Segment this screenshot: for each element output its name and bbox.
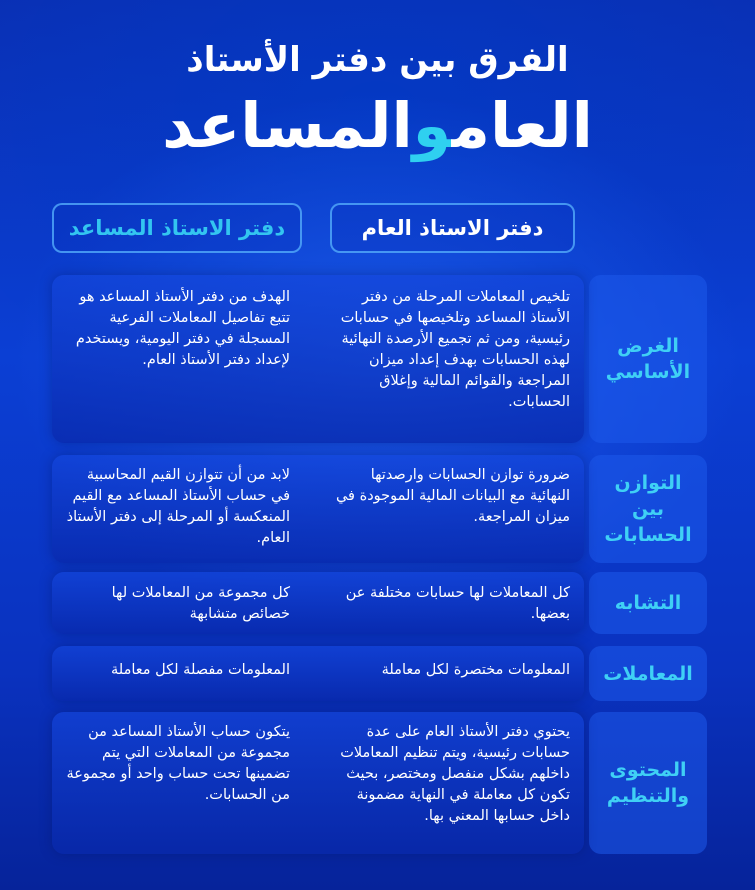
row-label-content-organization: المحتوى والتنظيم [589, 712, 707, 854]
column-header-general-ledger: دفتر الاستاذ العام [330, 203, 575, 253]
row-label-similarity: التشابه [589, 572, 707, 634]
cell-auxiliary-main-purpose: الهدف من دفتر الأستاذ المساعد هو تتبع تفاصيل المعاملات الفرعية المسجلة في دفتر اليومية، ويستخدم لإعداد دفتر الأستاذ العام. [75, 289, 290, 368]
title-connector: و [412, 89, 452, 162]
cell-auxiliary-content-organization: يتكون حساب الأستاذ المساعد من مجموعة من المعاملات التي يتم تضمينها تحت حساب واحد أو مجموعة من الحسابات. [66, 724, 290, 803]
cell-auxiliary-similarity: كل مجموعة من المعاملات لها خصائص متشابهة [111, 585, 290, 622]
title-part-general: العام [451, 89, 593, 162]
cell-general-balance: ضرورة توازن الحسابات وارصدتها النهائية مع البيانات المالية الموجودة في ميزان المراجعة. [335, 467, 570, 525]
cell-general-content-organization: يحتوي دفتر الأستاذ العام على عدة حسابات رئيسية، ويتم تنظيم المعاملات داخلهم بشكل منفصل ومختصر، بحيث تكون كل معاملة في النهاية مضمونة داخل حسابها المعني بها. [340, 724, 570, 824]
cell-auxiliary-transactions: المعلومات مفصلة لكل معاملة [111, 662, 290, 678]
page-title-line-2 [0, 86, 755, 166]
row-label-transactions: المعاملات [589, 646, 707, 701]
row-label-main-purpose: الغرض الأساسي [589, 275, 707, 443]
row-label-balance: التوازن بين الحسابات [589, 455, 707, 563]
column-header-auxiliary-ledger: دفتر الاستاذ المساعد [52, 203, 302, 253]
page-title-line-1: الفرق بين دفتر الأستاذ [186, 40, 569, 80]
cell-general-transactions: المعلومات مختصرة لكل معاملة [381, 662, 570, 678]
cell-general-similarity: كل المعاملات لها حسابات مختلفة عن بعضها. [345, 585, 570, 622]
cell-auxiliary-balance: لابد من أن تتوازن القيم المحاسبية في حساب الأستاذ المساعد مع القيم المنعكسة أو المرحلة إلى دفتر الأستاذ العام. [66, 467, 290, 546]
title-part-auxiliary: المساعد [162, 89, 413, 162]
cell-general-main-purpose: تلخيص المعاملات المرحلة من دفتر الأستاذ المساعد وتلخيصها في حسابات رئيسية، ومن ثم تجميع الأرصدة النهائية لهذه الحسابات بهدف إعداد ميزان المراجعة والقوائم المالية وإغلاق الحسابات. [340, 289, 570, 410]
